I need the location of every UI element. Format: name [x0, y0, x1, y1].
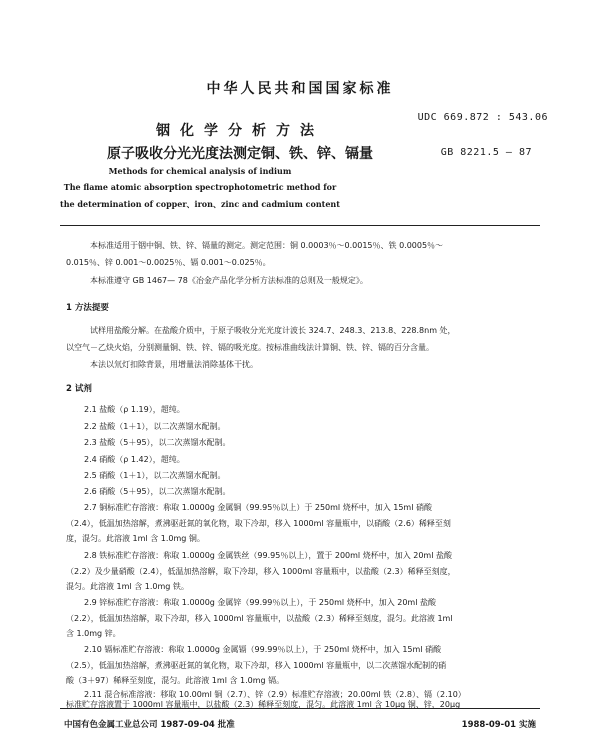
- body-line: （2.4），低温加热溶解，煮沸驱赶氮的氧化物，取下冷却，移入 1000ml 容量瓶中，以硝酸（2.6）稀释至刻: [66, 519, 451, 528]
- reagent-item: 2.1 盐酸（ρ 1.19），超纯。: [84, 405, 185, 414]
- english-title-line: The flame atomic absorption spectrophotometric method for: [63, 182, 337, 192]
- national-standard-heading: 中华人民共和国国家标准: [206, 81, 394, 97]
- body-line: 标准贮存溶液置于 1000ml 容量瓶中，以盐酸（2.3）稀释至刻度，混匀。此溶液 1ml 含 10μg 铜、锌，20μg: [66, 700, 461, 709]
- reagent-item: 2.3 盐酸（5＋95），以二次蒸馏水配制。: [84, 438, 231, 447]
- body-line: （2.2）及少量硝酸（2.4），低温加热溶解，取下冷却，移入 1000ml 容量瓶中，以盐酸（2.3）稀释至刻度，: [66, 567, 456, 576]
- section-heading: 1 方法提要: [66, 303, 109, 313]
- reagent-item: 2.6 硝酸（5＋95），以二次蒸馏水配制。: [84, 487, 231, 496]
- footer-divider: [60, 708, 540, 709]
- reagent-item: 2.10 镉标准贮存溶液：称取 1.0000g 金属镉（99.99％以上），于 250ml 烧杯中，加入 15ml 硝酸: [84, 645, 442, 654]
- body-line: 度，混匀。此溶液 1ml 含 1.0mg 铜。: [66, 534, 205, 543]
- reagent-item: 2.9 锌标准贮存溶液：称取 1.0000g 金属锌（99.99％以上），于 250ml 烧杯中，加入 20ml 盐酸: [84, 598, 436, 607]
- english-title-line: Methods for chemical analysis of indium: [108, 166, 292, 176]
- reagent-item: 2.8 铁标准贮存溶液：称取 1.0000g 金属铁丝（99.95％以上），置于 200ml 烧杯中，加入 20ml 盐酸: [84, 551, 452, 560]
- approval-date: 中国有色金属工业总公司 1987-09-04 批准: [64, 720, 235, 730]
- section-heading: 2 试剂: [66, 384, 92, 394]
- udc-code: UDC 669.872 : 543.06: [417, 112, 548, 123]
- body-line: （2.2），低温加热溶解，取下冷却，移入 1000ml 容量瓶中，以盐酸（2.3）稀释至刻度，混匀。此溶液 1ml: [66, 614, 453, 623]
- body-line: （2.5），低温加热溶解，煮沸驱赶氮的氧化物，取下冷却，移入 1000ml 容量瓶中，以二次蒸馏水配制的硝: [66, 661, 447, 670]
- reagent-item: 2.2 盐酸（1＋1），以二次蒸馏水配制。: [84, 422, 226, 431]
- body-line: 本标准适用于铟中铜、铁、锌、镉量的测定。测定范围：铜 0.0003％～0.0015％、铁 0.0005％～: [90, 241, 444, 250]
- body-line: 酸（3＋97）稀释至刻度，混匀。此溶液 1ml 含 1.0mg 镉。: [66, 676, 285, 685]
- body-line: 以空气－乙炔火焰，分别测量铜、铁、锌、镉的吸光度。按标准曲线法计算铜、铁、锌、镉的百分含量。: [66, 343, 434, 352]
- reagent-item: 2.4 硝酸（ρ 1.42），超纯。: [84, 455, 185, 464]
- body-line: 本法以氘灯扣除背景，用增量法消除基体干扰。: [90, 360, 258, 369]
- body-line: 0.015％、锌 0.001～0.0025％、镉 0.001～0.025％。: [66, 258, 271, 267]
- body-line: 混匀。此溶液 1ml 含 1.0mg 铁。: [66, 582, 189, 591]
- effective-date: 1988-09-01 实施: [461, 720, 536, 730]
- reagent-item: 2.5 硝酸（1＋1），以二次蒸馏水配制。: [84, 471, 226, 480]
- doc-subtitle: 原子吸收分光光度法测定铜、铁、锌、镉量: [107, 146, 373, 162]
- gb-code: GB 8221.5 — 87: [440, 147, 532, 158]
- body-line: 本标准遵守 GB 1467— 78《冶金产品化学分析方法标准的总则及一般规定》。: [90, 276, 368, 285]
- english-title-line: the determination of copper、iron、zinc and cadmium content: [60, 199, 340, 209]
- body-line: 含 1.0mg 锌。: [66, 629, 121, 638]
- header-divider: [60, 225, 540, 226]
- reagent-item: 2.7 铜标准贮存溶液：称取 1.0000g 金属铜（99.95％以上）于 250ml 烧杯中，加入 15ml 硝酸: [84, 503, 432, 512]
- reagent-item: 2.11 混合标准溶液：移取 10.00ml 铜（2.7）、锌（2.9）标准贮存溶液；20.00ml 铁（2.8）、镉（2.10）: [84, 690, 466, 699]
- body-line: 试样用盐酸分解。在盐酸介质中，于原子吸收分光光度计波长 324.7、248.3、213.8、228.8nm 处，: [90, 326, 456, 335]
- doc-title: 铟化学分析方法: [156, 123, 324, 139]
